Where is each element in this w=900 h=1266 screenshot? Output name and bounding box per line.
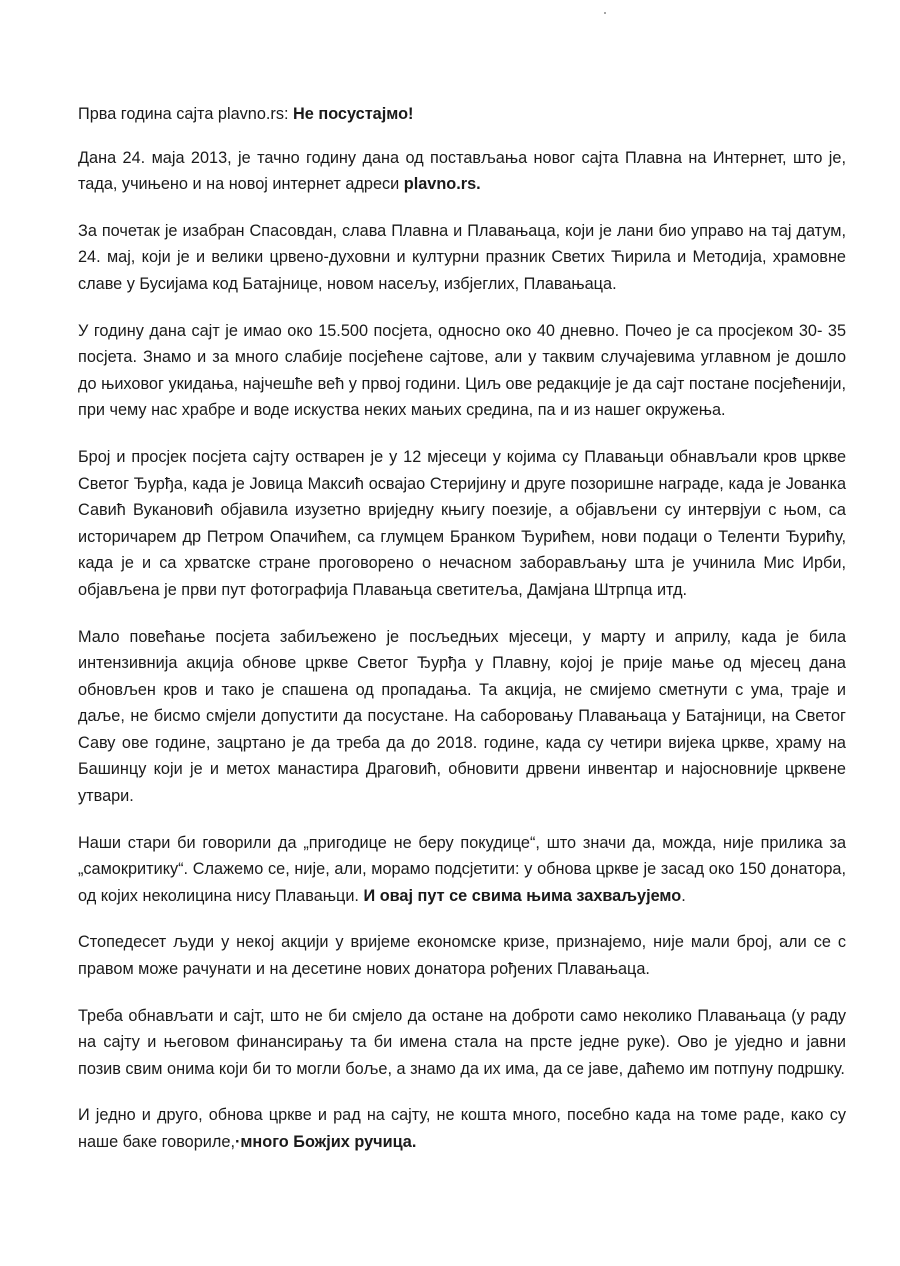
article-paragraph (78, 1003, 846, 1083)
paragraph-list (78, 145, 846, 1156)
paragraph-text: За почетак је изабран Спасовдан, слава Плавна и Плавањаца, који је лани био управо на тај датум, 24. мај, који је и велики црвено-духовни и културни празник Светих Ћирила и Методија, храмовне славе у Бусијама код Батајнице, новом насељу, избјеглих, Плавањаца. (78, 221, 846, 293)
article-paragraph (78, 830, 846, 910)
article-body (78, 101, 846, 1176)
paragraph-text: Стопедесет људи у некој акцији у вријеме економске кризе, признајемо, није мали број, али се с правом може рачунати и на десетине нових донатора рођених Плавањаца. (78, 933, 846, 979)
article-paragraph (78, 624, 846, 810)
article-title (78, 101, 846, 128)
article-paragraph (78, 145, 846, 198)
emphasis-text: И овај пут се свима њима захваљујемо (363, 886, 682, 905)
paragraph-text: Број и просјек посјета сајту остварен је у 12 мјесеци у којима су Плавањци обнављали кров цркве Светог Ђурђа, када је Јовица Максић освајао Стеријину и друге позоришне награде, када је Јованка Савић Вукановић објавила изузетно вриједну књигу поезије, а објављени су интервјуи с њом, са историчарем др Петром Опачићем, са глумцем Бранком Ђурићем, нови подаци о Теленти Ђурићу, када је и са хрватске стране проговорено о нечасном заборављању шта је учинила Мис Ирби, објављена је први пут фотографија Плавањца светитеља, Дамјана Штрпца итд. (78, 447, 846, 599)
paragraph-text: Дана 24. маја 2013, је тачно годину дана од постављања новог сајта Плавна на Интернет, што је, тада, учињено и на новој интернет адреси (78, 148, 846, 194)
title-prefix: Прва година сајта plavno.rs: (78, 105, 294, 123)
article-paragraph (78, 444, 846, 604)
emphasis-text: plavno.rs. (403, 175, 481, 194)
article-paragraph (78, 1102, 846, 1155)
article-paragraph (78, 218, 846, 298)
scan-speck (604, 12, 606, 14)
paragraph-text: У годину дана сајт је имао око 15.500 посјета, односно око 40 дневно. Почео је са просјеком 30- 35 посјета. Знамо и за много слабије посјећене сајтове, али у таквим случајевима углавном је дошло до њиховог укидања, најчешће већ у првој години. Циљ ове редакције је да сајт постане посјећенији, при чему нас храбре и воде искуства неких мањих средина, па и из нашег окружења. (78, 321, 846, 420)
paragraph-text: Треба обнављати и сајт, што не би смјело да остане на доброти само неколико Плавањаца (у раду на сајту и његовом финансирању та би имена стала на прсте једне руке). Ово је уједно и јавни позив свим онима који би то могли боље, а знамо да их има, да се јаве, даћемо им потпуну подршку. (78, 1006, 846, 1078)
paragraph-text: Мало повећање посјета забиљежено је посљедњих мјесеци, у марту и априлу, када је била интензивнија акција обнове цркве Светог Ђурђа у Плавну, којој је прије мање од мјесец дана обновљен кров и тако је спашена од пропадања. Та акција, не смијемо сметнути с ума, траје и даље, не бисмо смјели допустити да посустане. На саборовању Плавањаца у Батајници, на Светог Саву ове године, зацртано је да треба да до 2018. године, када су четири вијека цркве, храму на Башинцу који је и метох манастира Драговић, обновити дрвени инвентар и најосновније црквене утвари. (78, 627, 846, 806)
title-emphasis: Не посустајмо! (293, 105, 414, 123)
article-paragraph (78, 929, 846, 982)
paragraph-text: И једно и друго, обнова цркве и рад на сајту, не кошта много, посебно када на томе раде, како су наше баке говориле, (78, 1106, 846, 1151)
emphasis-text: ·много Божјих ручица. (234, 1133, 417, 1151)
paragraph-text: Наши стари би говорили да „пригодице не беру покудице“, што значи да, можда, није прилика за „самокритику“. Слажемо се, није, али, морамо подсјетити: у обнова цркве је засад око 150 донатора, од којих неколицина нису Плавањци. (78, 833, 846, 905)
article-paragraph (78, 318, 846, 424)
paragraph-text: . (681, 886, 686, 905)
